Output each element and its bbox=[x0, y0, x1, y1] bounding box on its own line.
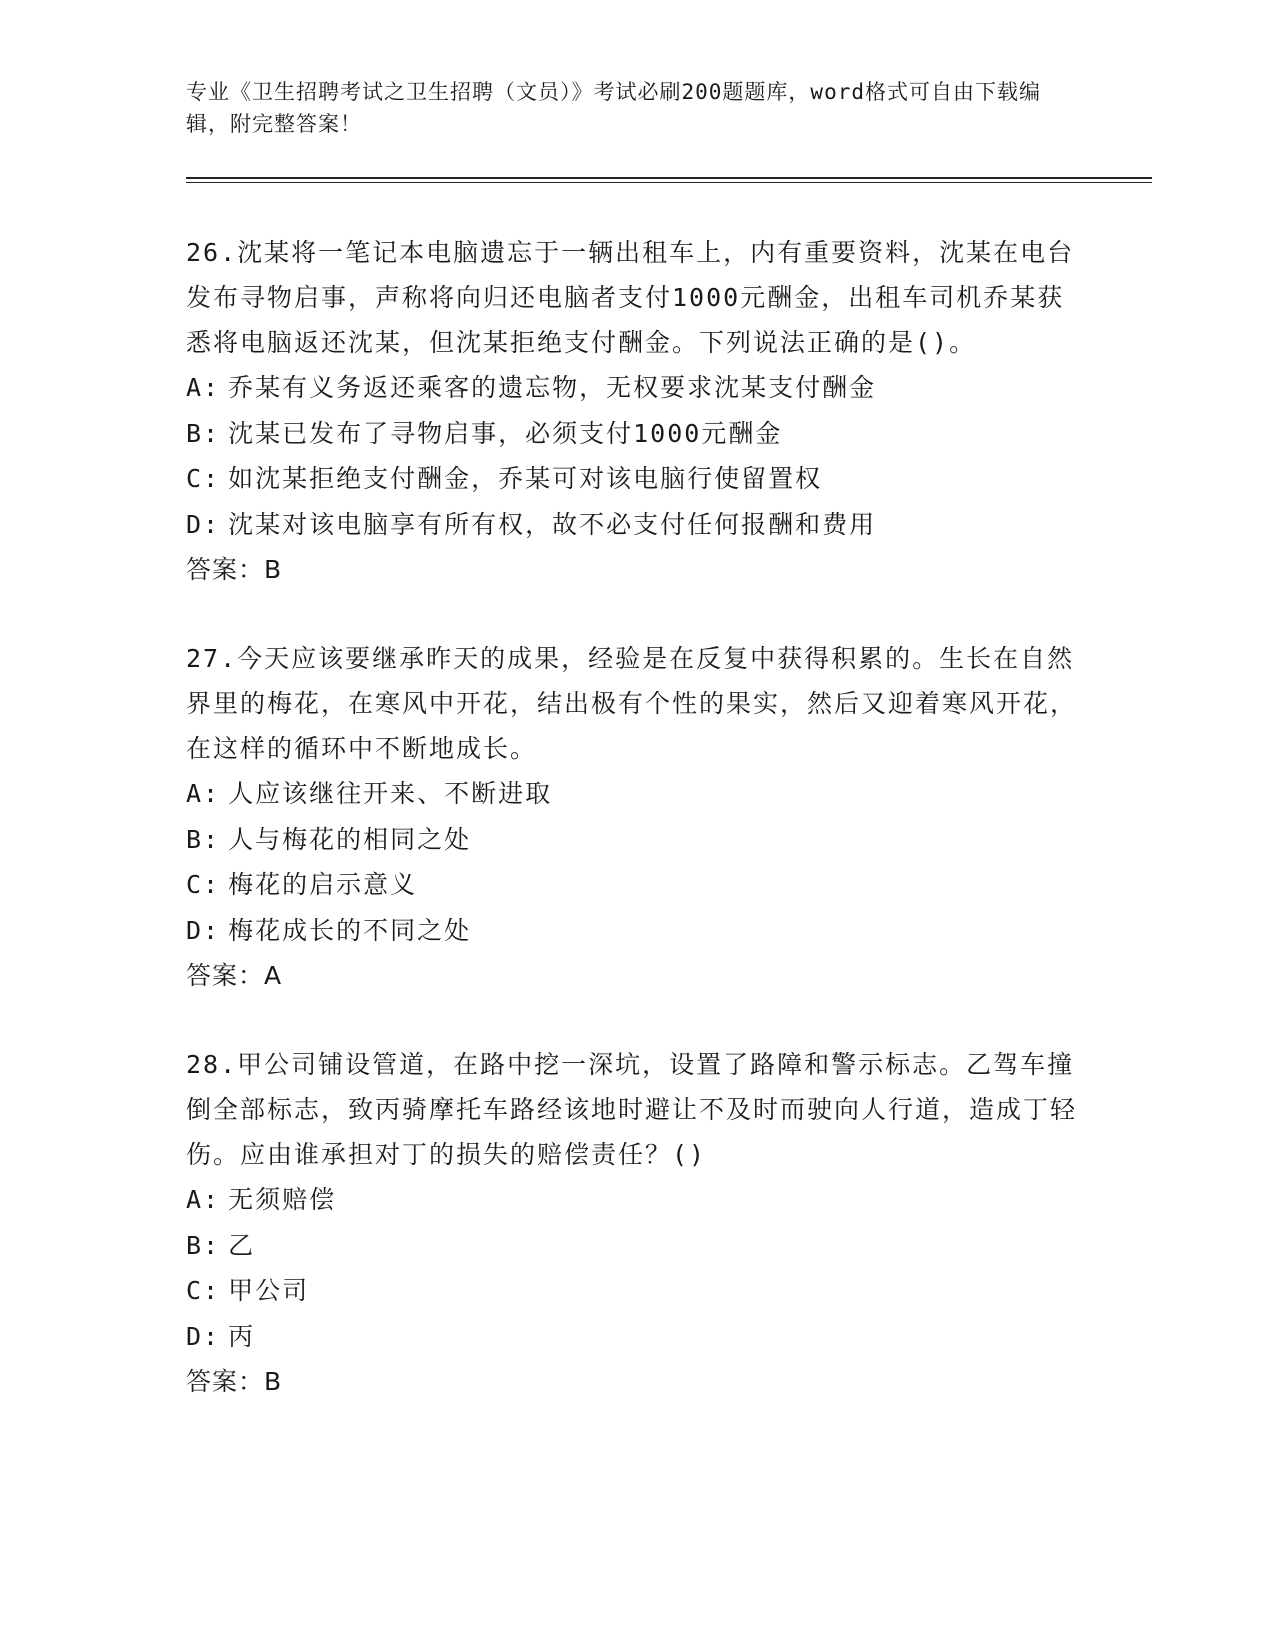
header-divider-secondary bbox=[186, 182, 1152, 183]
option-b bbox=[186, 1223, 1086, 1269]
answer-line: 答案：B bbox=[186, 1367, 283, 1396]
option-a bbox=[186, 1177, 1086, 1223]
option-c bbox=[186, 862, 1086, 908]
option-text: 如沈某拒绝支付酬金，乔某可对该电脑行使留置权 bbox=[228, 464, 823, 493]
option-text: 无须赔偿 bbox=[228, 1185, 337, 1214]
option-text: 人与梅花的相同之处 bbox=[228, 824, 472, 854]
option-key: D: bbox=[186, 1321, 221, 1351]
option-key: B: bbox=[186, 418, 221, 448]
question-stem: 26.沈某将一笔记本电脑遗忘于一辆出租车上，内有重要资料，沈某在电台发布寻物启事，声称将向归还电脑者支付1000元酬金，出租车司机乔某获悉将电脑返还沈某，但沈某拒绝支付酬金。下列说法正确的是()。 bbox=[186, 238, 1075, 357]
option-key: B: bbox=[186, 1230, 221, 1260]
option-b bbox=[186, 411, 1086, 457]
header-divider bbox=[186, 177, 1152, 179]
option-text: 人应该继往开来、不断进取 bbox=[228, 779, 553, 808]
option-key: A: bbox=[186, 373, 221, 402]
option-text: 乔某有义务返还乘客的遗忘物，无权要求沈某支付酬金 bbox=[228, 373, 877, 402]
option-text: 梅花成长的不同之处 bbox=[228, 915, 472, 945]
option-d bbox=[186, 908, 1086, 954]
option-key: D: bbox=[186, 509, 221, 539]
option-text: 丙 bbox=[228, 1321, 256, 1351]
option-c bbox=[186, 1268, 1086, 1314]
option-a bbox=[186, 365, 1086, 411]
question-list bbox=[186, 230, 1086, 1448]
option-key: C: bbox=[186, 1276, 221, 1305]
question-26 bbox=[186, 230, 1086, 592]
option-d bbox=[186, 1314, 1086, 1360]
option-key: C: bbox=[186, 464, 221, 493]
option-text: 梅花的启示意义 bbox=[228, 870, 418, 899]
question-28 bbox=[186, 1042, 1086, 1404]
option-b bbox=[186, 817, 1086, 863]
option-c bbox=[186, 456, 1086, 502]
answer-line: 答案：B bbox=[186, 555, 283, 584]
option-key: A: bbox=[186, 1185, 221, 1214]
option-text: 沈某已发布了寻物启事，必须支付1000元酬金 bbox=[228, 418, 783, 448]
option-text: 甲公司 bbox=[228, 1276, 310, 1305]
document-title: 专业《卫生招聘考试之卫生招聘（文员）》考试必刷200题题库，word格式可自由下载编辑，附完整答案！ bbox=[186, 80, 1041, 136]
question-stem: 27.今天应该要继承昨天的成果，经验是在反复中获得积累的。生长在自然界里的梅花，在寒风中开花，结出极有个性的果实，然后又迎着寒风开花，在这样的循环中不断地成长。 bbox=[186, 644, 1078, 763]
document-header bbox=[186, 76, 1066, 140]
answer-line: 答案：A bbox=[186, 961, 283, 990]
option-key: D: bbox=[186, 915, 221, 945]
option-key: A: bbox=[186, 779, 221, 808]
option-a bbox=[186, 771, 1086, 817]
option-text: 沈某对该电脑享有所有权，故不必支付任何报酬和费用 bbox=[228, 509, 877, 539]
question-stem: 28.甲公司铺设管道，在路中挖一深坑，设置了路障和警示标志。乙驾车撞倒全部标志，致丙骑摩托车路经该地时避让不及时而驶向人行道，造成丁轻伤。应由谁承担对丁的损失的赔偿责任？() bbox=[186, 1050, 1078, 1169]
question-27 bbox=[186, 636, 1086, 998]
option-key: C: bbox=[186, 870, 221, 899]
option-d bbox=[186, 502, 1086, 548]
option-key: B: bbox=[186, 824, 221, 854]
option-text: 乙 bbox=[228, 1230, 256, 1260]
